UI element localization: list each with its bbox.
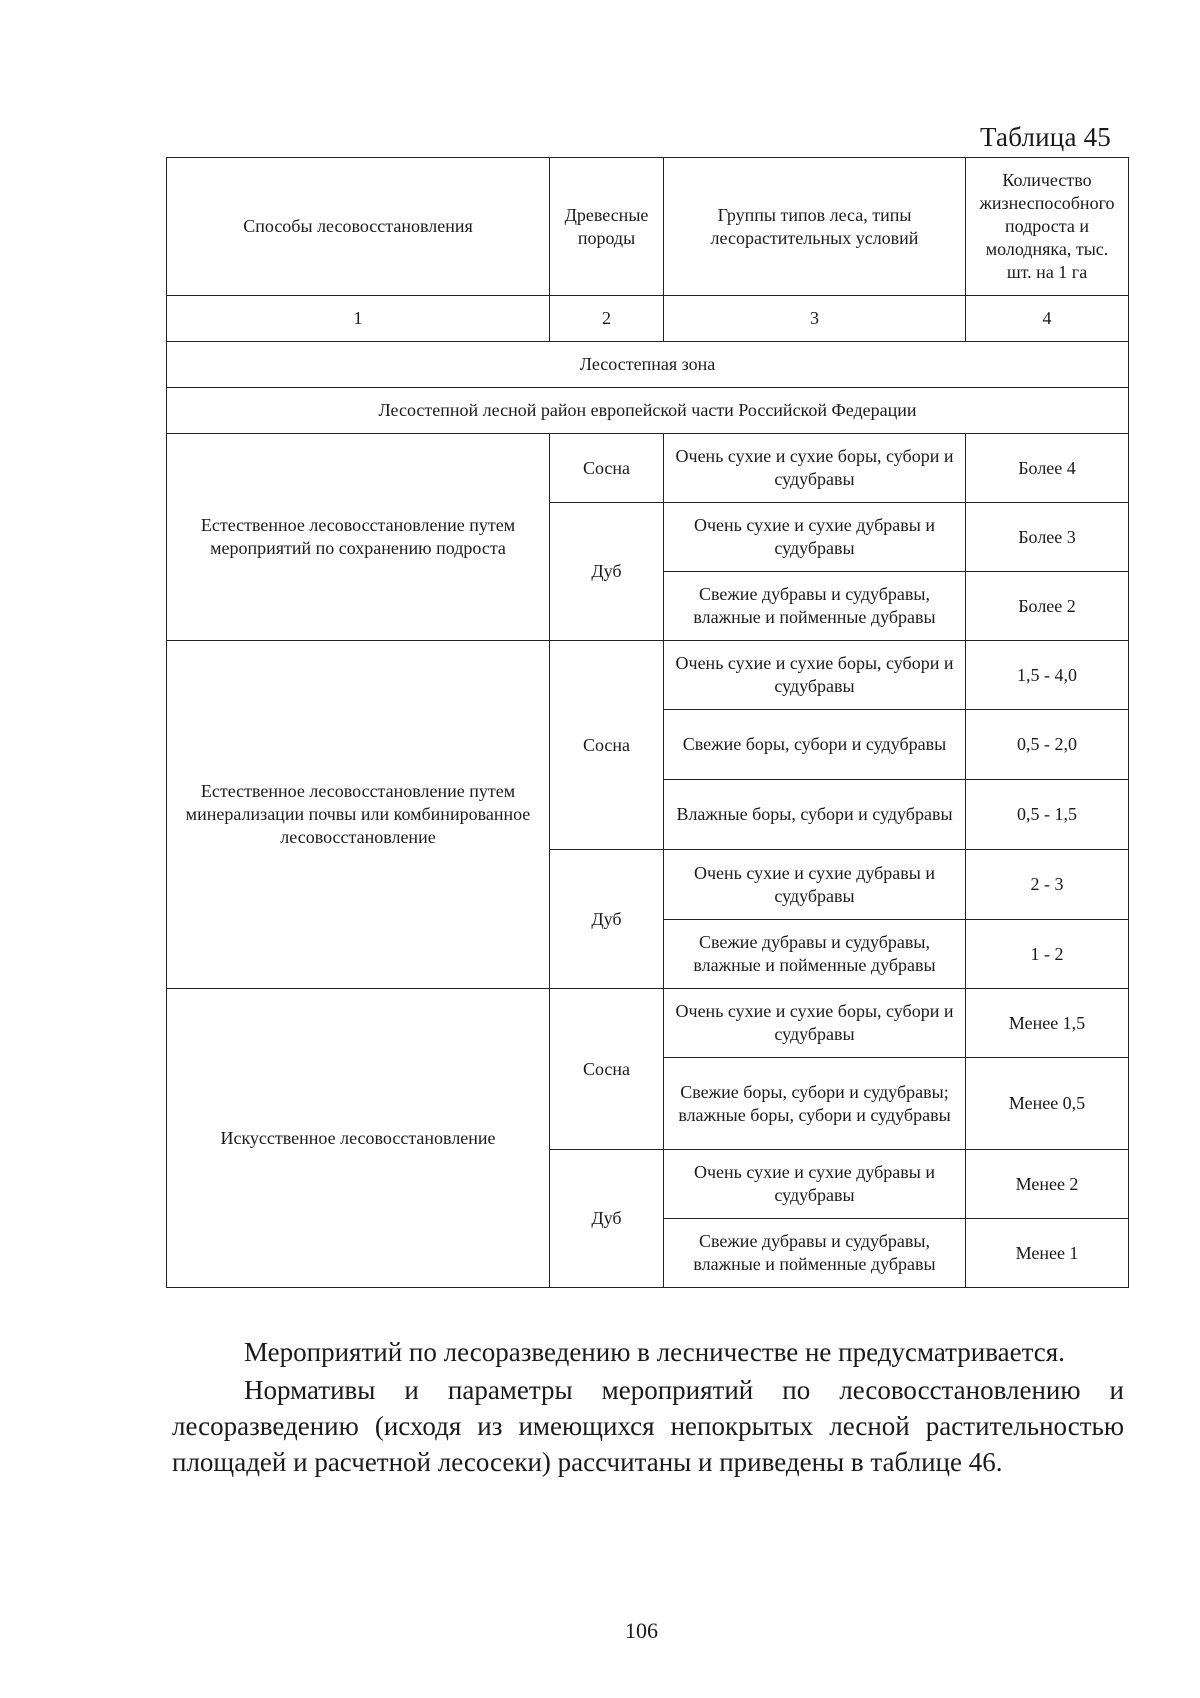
conditions-cell: Очень сухие и сухие дубравы и судубравы xyxy=(664,850,966,920)
quantity-cell: Более 2 xyxy=(966,572,1129,641)
conditions-cell: Свежие боры, субори и судубравы; влажные боры, субори и судубравы xyxy=(664,1058,966,1150)
quantity-cell: 0,5 - 1,5 xyxy=(966,780,1129,850)
quantity-cell: Менее 1,5 xyxy=(966,989,1129,1058)
column-number: 1 xyxy=(167,296,550,342)
conditions-cell: Влажные боры, субори и судубравы xyxy=(664,780,966,850)
quantity-cell: 1,5 - 4,0 xyxy=(966,641,1129,710)
header-methods: Способы лесовосстановления xyxy=(167,158,550,296)
region-label: Лесостепной лесной район европейской части Российской Федерации xyxy=(167,388,1129,434)
conditions-cell: Свежие дубравы и судубравы, влажные и пойменные дубравы xyxy=(664,572,966,641)
conditions-cell: Очень сухие и сухие дубравы и судубравы xyxy=(664,503,966,572)
species-cell: Дуб xyxy=(550,1150,664,1288)
quantity-cell: Более 4 xyxy=(966,434,1129,503)
method-cell: Естественное лесовосстановление путем минерализации почвы или комбинированное лесовосстановление xyxy=(167,641,550,989)
species-cell: Дуб xyxy=(550,850,664,989)
quantity-cell: Менее 0,5 xyxy=(966,1058,1129,1150)
header-species: Древесные породы xyxy=(550,158,664,296)
method-cell: Естественное лесовосстановление путем мероприятий по сохранению подроста xyxy=(167,434,550,641)
table-row xyxy=(167,434,1129,503)
column-number: 4 xyxy=(966,296,1129,342)
species-cell: Сосна xyxy=(550,434,664,503)
conditions-cell: Свежие боры, субори и судубравы xyxy=(664,710,966,780)
reforestation-table xyxy=(166,157,1129,1288)
quantity-cell: Менее 2 xyxy=(966,1150,1129,1219)
conditions-cell: Свежие дубравы и судубравы, влажные и пойменные дубравы xyxy=(664,1219,966,1288)
table-body xyxy=(167,158,1129,1288)
quantity-cell: 0,5 - 2,0 xyxy=(966,710,1129,780)
table-row xyxy=(167,989,1129,1058)
species-cell: Сосна xyxy=(550,641,664,850)
column-number: 2 xyxy=(550,296,664,342)
conditions-cell: Свежие дубравы и судубравы, влажные и пойменные дубравы xyxy=(664,920,966,989)
conditions-cell: Очень сухие и сухие дубравы и судубравы xyxy=(664,1150,966,1219)
zone-row xyxy=(167,342,1129,388)
header-row xyxy=(167,158,1129,296)
zone-label: Лесостепная зона xyxy=(167,342,1129,388)
quantity-cell: 2 - 3 xyxy=(966,850,1129,920)
quantity-cell: Менее 1 xyxy=(966,1219,1129,1288)
page-number: 106 xyxy=(625,1618,658,1643)
table-row xyxy=(167,641,1129,710)
table-caption: Таблица 45 xyxy=(980,122,1111,152)
method-cell: Искусственное лесовосстановление xyxy=(167,989,550,1288)
conditions-cell: Очень сухие и сухие боры, субори и судубравы xyxy=(664,641,966,710)
species-cell: Сосна xyxy=(550,989,664,1150)
conditions-cell: Очень сухие и сухие боры, субори и судубравы xyxy=(664,989,966,1058)
paragraph-norms: Нормативы и параметры мероприятий по лесовосстановлению и лесоразведению (исходя из имеющихся непокрытых лесной растительностью площадей и расчетной лесосеки) рассчитаны и приведены в таблице 46. xyxy=(172,1375,1124,1477)
quantity-cell: 1 - 2 xyxy=(966,920,1129,989)
header-quantity: Количество жизнеспособного подроста и молодняка, тыс. шт. на 1 га xyxy=(966,158,1129,296)
column-number: 3 xyxy=(664,296,966,342)
species-cell: Дуб xyxy=(550,503,664,641)
region-row xyxy=(167,388,1129,434)
conditions-cell: Очень сухие и сухие боры, субори и судубравы xyxy=(664,434,966,503)
paragraph-no-afforestation: Мероприятий по лесоразведению в лесничестве не предусматривается. xyxy=(244,1337,1065,1367)
header-forest-types: Группы типов леса, типы лесорастительных условий xyxy=(664,158,966,296)
column-number-row xyxy=(167,296,1129,342)
quantity-cell: Более 3 xyxy=(966,503,1129,572)
